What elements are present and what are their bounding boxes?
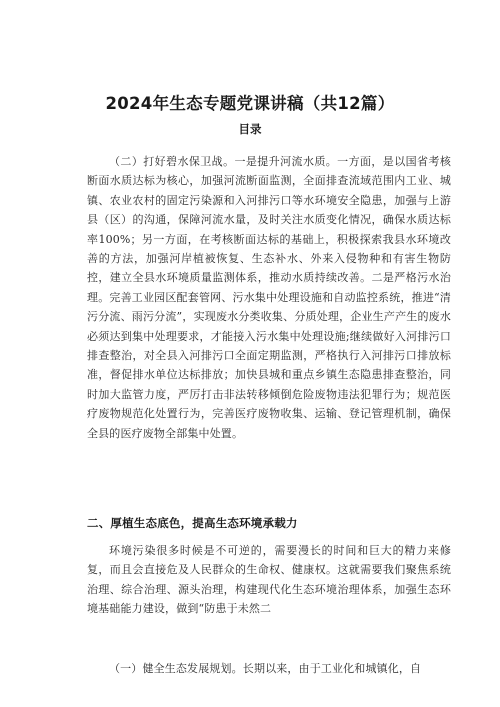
body-paragraph: 环境污染很多时候是不可逆的，需要漫长的时间和巨大的精力来修复，而且会直接危及人民群众的生命权、健康权。这就需要我们聚焦系统治理、综合治理、源头治理，构建现代化生态环境治理体系，加强生态环境基础能力建设，做到“防患于未然二 (87, 544, 451, 616)
document-title: 2024年生态专题党课讲稿（共12篇） (105, 94, 395, 113)
body-paragraph: （一）健全生态发展规划。长期以来，由于工业化和城镇化，自 (109, 662, 422, 675)
body-paragraph: （二）打好碧水保卫战。一是提升河流水质。一方面，是以国省考核断面水质达标为核心，加强河流断面监测，全面排查流域范围内工业、城镇、农业农村的固定污染源和入河排污口等水环境安全隐患，加强与上游县（区）的沟通，保障河流水量，及时关注水质变化情况，确保水质达标率100%；另一方面，在考核断面达标的基础上，积极探索我县水环境改善的方法，加强河岸植被恢复、生态补水、外来入侵物种和有害生物防控，建立全县水环境质量监测体系，推动水质持续改善。二是严格污水治理。完善工业园区配套管网、污水集中处理设施和自动监控系统，推进“清污分流、雨污分流”，实现废水分类收集、分质处理，企业生产产生的废水必须达到集中处理要求，才能接入污水集中处理设施;继续做好入河排污口排查整治，对全县入河排污口全面定期监测，严格执行入河排污口排放标准，督促排水单位达标排放；加快县城和重点乡镇生态隐患排查整治，同时加大监管力度，严厉打击非法转移倾倒危险废物违法犯罪行为；规范医疗废物规范化处置行为，完善医疗废物收集、运输、登记管理机制，确保全县的医疗废物全部集中处置。 (87, 155, 451, 440)
section-heading: 二、厚植生态底色，提高生态环境承载力 (87, 516, 298, 530)
toc-heading: 目录 (238, 122, 262, 136)
